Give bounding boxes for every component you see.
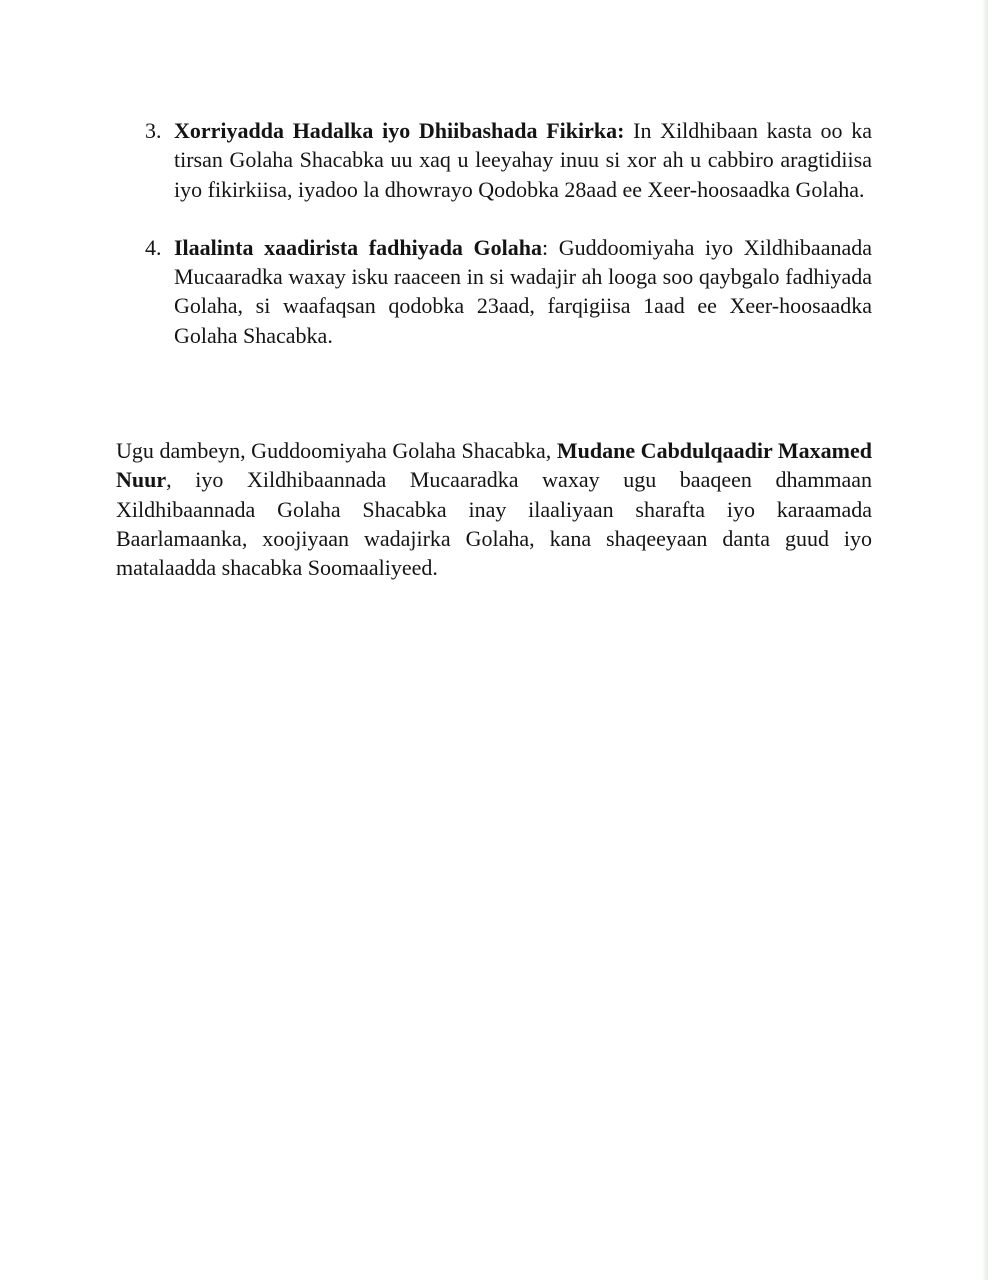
closing-text-end: , iyo Xildhibaannada Mucaaradka waxay ugu baaqeen dhammaan Xildhibaannada Golaha Shacabka inay ilaaliyaan sharafta iyo karaamada Baarlamaanka, xoojiyaan wadajirka Golaha, kana shaqeeyaan danta guud iyo matalaadda shacabka Soomaaliyeed. bbox=[116, 467, 872, 581]
document-body bbox=[116, 116, 872, 605]
list-item bbox=[116, 233, 872, 350]
page-edge-shadow bbox=[982, 0, 988, 1280]
list-number: 3. bbox=[145, 118, 162, 143]
list-item-text: In Xildhibaan kasta oo ka tirsan Golaha Shacabka uu xaq u leeyahay inuu si xor ah u cabbiro aragtidiisa iyo fikirkiisa, iyadoo la dhowrayo Qodobka 28aad ee Xeer-hoosaadka Golaha. bbox=[174, 118, 872, 202]
list-number: 4. bbox=[145, 234, 162, 260]
list-item-text: : Guddoomiyaha iyo Xildhibaanada Mucaaradka waxay isku raaceen in si wadajir ah looga soo qaybgalo fadhiyada Golaha, si waafaqsan qodobka 23aad, farqigiisa 1aad ee Xeer-hoosaadka Golaha Shacabka. bbox=[174, 234, 872, 348]
list-item-heading: Xorriyadda Hadalka iyo Dhiibashada Fikirka: bbox=[174, 118, 625, 143]
closing-paragraph bbox=[116, 436, 872, 582]
list-item-heading: Ilaalinta xaadirista fadhiyada Golaha bbox=[174, 234, 543, 260]
speaker-name: Mudane Cabdulqaadir Maxamed Nuur bbox=[116, 438, 873, 493]
list-item bbox=[116, 116, 872, 204]
closing-text-start: Ugu dambeyn, Guddoomiyaha Golaha Shacabka, bbox=[116, 438, 557, 464]
